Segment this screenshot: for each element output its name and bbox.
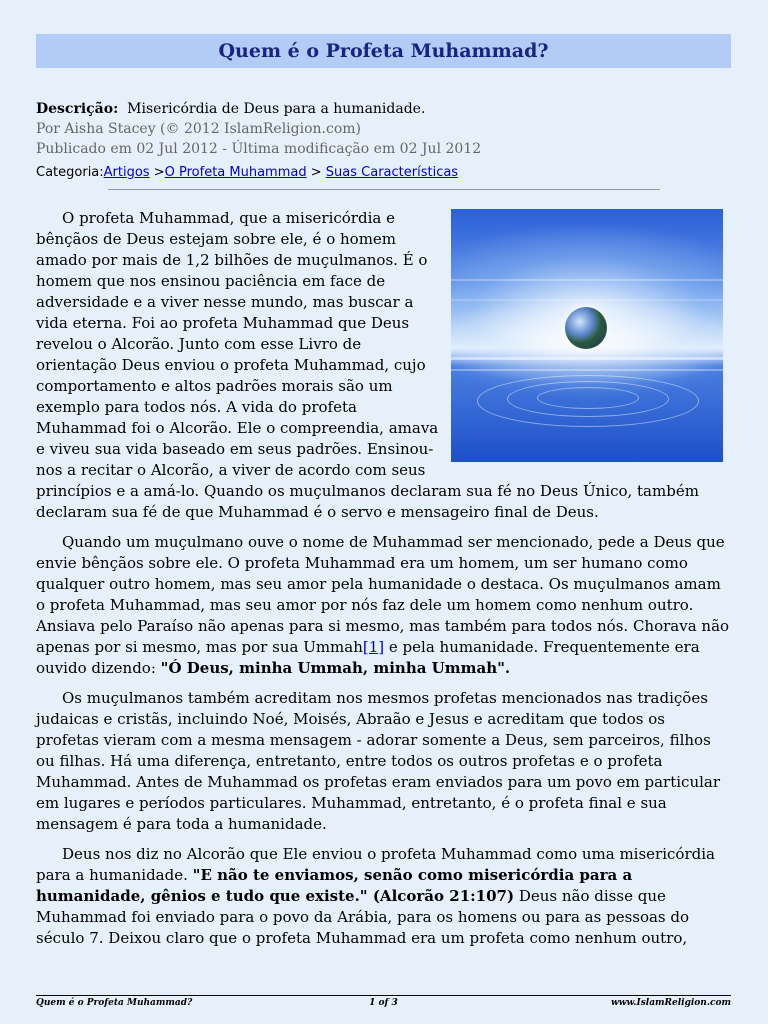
author-line: Por Aisha Stacey (© 2012 IslamReligion.com) bbox=[36, 121, 361, 137]
article-meta bbox=[36, 99, 731, 159]
category-label: Categoria: bbox=[36, 165, 104, 180]
description-line bbox=[36, 99, 731, 119]
published-line: Publicado em 02 Jul 2012 - Última modificação em 02 Jul 2012 bbox=[36, 141, 482, 157]
breadcrumb-separator: > bbox=[153, 165, 165, 180]
breadcrumb-separator: > bbox=[310, 165, 322, 180]
earth-globe-icon bbox=[565, 307, 607, 349]
paragraph-3: Os muçulmanos também acreditam nos mesmos profetas mencionados nas tradições judaicas e cristãs, incluindo Noé, Moisés, Abraão e Jesus e acreditam que todos os profetas vieram com a mesma mensagem - adorar somente a Deus, sem parceiros, filhos ou filhas. Há uma diferença, entretanto, entre todos os outros profetas e o profeta Muhammad. Antes de Muhammad os profetas eram enviados para um povo em particular em lugares e períodos particulares. Muhammad, entretanto, é o profeta final e sua mensagem é para toda a humanidade. bbox=[36, 689, 721, 833]
paragraph-1: O profeta Muhammad, que a misericórdia e bênçãos de Deus estejam sobre ele, é o homem amado por mais de 1,2 bilhões de muçulmanos. É o homem que nos ensinou paciência em face de adversidade e a viver nesse mundo, mas buscar a vida eterna. Foi ao profeta Muhammad que Deus revelou o Alcorão. Junto com esse Livro de orientação Deus enviou o profeta Muhammad, cujo comportamento e altos padrões morais são um exemplo para todos nós. A vida do profeta Muhammad foi o Alcorão. Ele o compreendia, amava e viveu sua vida baseado em seus padrões. Ensinou-nos a recitar o Alcorão, a viver de acordo com seus princípios e a amá-lo. Quando os muçulmanos declaram sua fé no Deus Único, também declaram sua fé de que Muhammad é o servo e mensageiro final de Deus. bbox=[36, 209, 699, 521]
page-footer bbox=[36, 995, 731, 1008]
footer-page-number: 1 of 3 bbox=[369, 998, 398, 1008]
footnote-link-1[interactable]: [1] bbox=[362, 638, 385, 656]
divider bbox=[108, 189, 660, 190]
breadcrumb bbox=[36, 165, 731, 180]
paragraph-4-text-b: Deus não disse que Muhammad foi enviado para o povo da Arábia, para os homens ou para as pessoas do século 7. Deixou claro que o profeta Muhammad era um profeta como nenhum outro, bbox=[36, 887, 690, 947]
breadcrumb-link-artigos[interactable]: Artigos bbox=[103, 165, 150, 180]
paragraph-2-text-b: e pela humanidade. Frequentemente era ouvido dizendo: bbox=[36, 638, 700, 677]
paragraph-4 bbox=[36, 844, 731, 949]
earth-over-water-image bbox=[451, 209, 723, 462]
title-bar bbox=[36, 34, 731, 68]
footer-title: Quem é o Profeta Muhammad? bbox=[36, 998, 193, 1008]
page-title: Quem é o Profeta Muhammad? bbox=[218, 40, 549, 62]
paragraph-2 bbox=[36, 532, 731, 679]
article-body bbox=[36, 208, 731, 949]
footer-website: www.IslamReligion.com bbox=[611, 998, 731, 1008]
document-page bbox=[36, 34, 731, 958]
paragraph-2-quote: "Ó Deus, minha Ummah, minha Ummah". bbox=[160, 659, 511, 677]
breadcrumb-link-profeta[interactable]: O Profeta Muhammad bbox=[164, 165, 307, 180]
paragraph-4-text-a: Deus nos diz no Alcorão que Ele enviou o profeta Muhammad como uma misericórdia para a humanidade. bbox=[36, 845, 715, 884]
description-label: Descrição: bbox=[36, 101, 119, 117]
breadcrumb-link-caracteristicas[interactable]: Suas Características bbox=[325, 165, 459, 180]
description-text: Misericórdia de Deus para a humanidade. bbox=[127, 101, 426, 117]
paragraph-2-text-a: Quando um muçulmano ouve o nome de Muhammad ser mencionado, pede a Deus que envie bênçãos sobre ele. O profeta Muhammad era um homem, um ser humano como qualquer outro homem, mas seu amor pela humanidade o destaca. Os muçulmanos amam o profeta Muhammad, mas seu amor por nós faz dele um homem como nenhum outro. Ansiava pelo Paraíso não apenas para si mesmo, mas também para todos nós. Chorava não apenas por si mesmo, mas por sua Ummah bbox=[36, 533, 730, 656]
paragraph-4-quote: "E não te enviamos, senão como misericórdia para a humanidade, gênios e tudo que existe." (Alcorão 21:107) bbox=[36, 866, 633, 905]
